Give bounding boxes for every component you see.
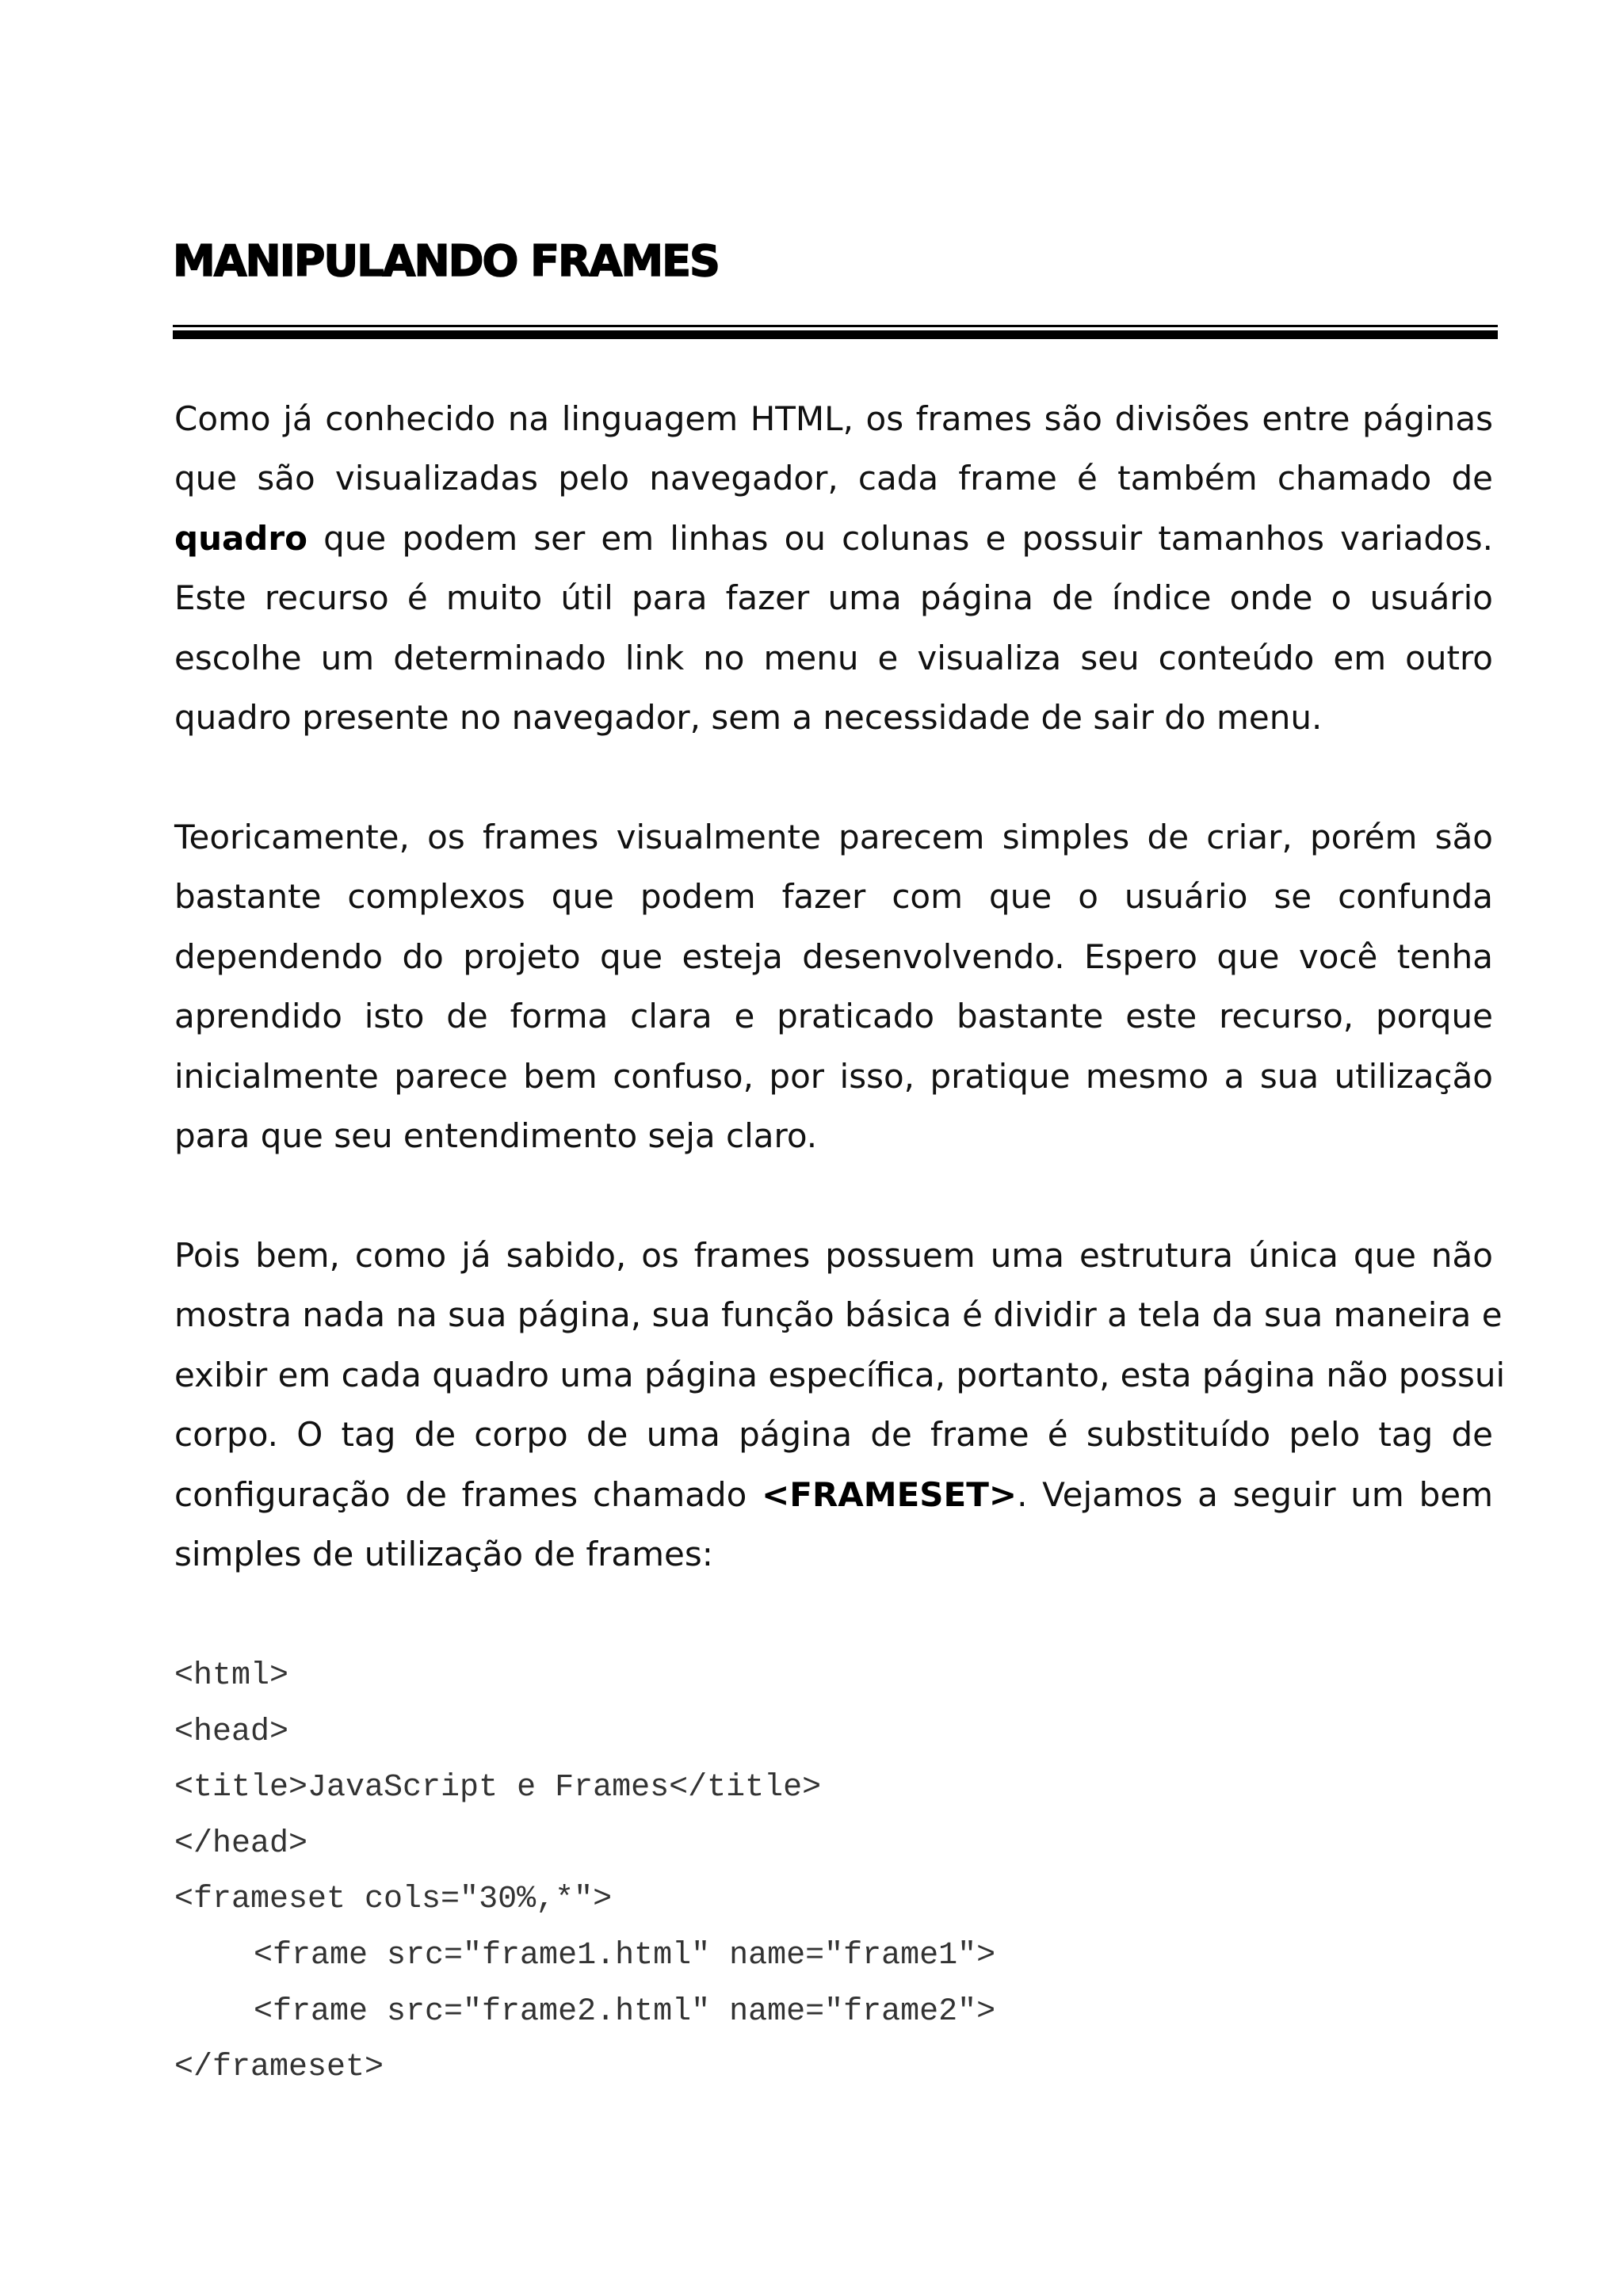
text-line: bastante complexos que podem fazer com que o usuário se confunda <box>174 877 1493 917</box>
title-divider-thin <box>173 325 1498 327</box>
text-line: simples de utilização de frames: <box>174 1534 713 1573</box>
code-line: <head> <box>174 1714 289 1750</box>
code-line: <frame src="frame1.html" name="frame1"> <box>254 1937 996 1974</box>
code-line: </head> <box>174 1825 308 1862</box>
text-line: que são visualizadas pelo navegador, cada frame é também chamado de <box>174 459 1493 498</box>
text-segment: . Vejamos a seguir um bem <box>1017 1474 1493 1514</box>
text-line: inicialmente parece bem confuso, por isso, pratique mesmo a sua utilização <box>174 1056 1493 1096</box>
paragraph-theory <box>174 807 1493 1165</box>
paragraph-frameset <box>174 1226 1506 1584</box>
bold-term-frameset: <FRAMESET> <box>762 1474 1018 1514</box>
text-line: escolhe um determinado link no menu e visualiza seu conteúdo em outro <box>174 638 1493 677</box>
text-line: Teoricamente, os frames visualmente parecem simples de criar, porém são <box>174 818 1493 856</box>
bold-term-quadro: quadro <box>174 518 307 558</box>
title-divider-thick <box>173 330 1498 339</box>
text-segment: que podem ser em linhas ou colunas e possuir tamanhos variados. <box>307 518 1493 558</box>
text-line: Este recurso é muito útil para fazer uma página de índice onde o usuário <box>174 578 1493 618</box>
text-line <box>174 1465 1493 1524</box>
text-line: mostra nada na sua página, sua função básica é dividir a tela da sua maneira e <box>174 1295 1503 1335</box>
code-line: <frame src="frame2.html" name="frame2"> <box>254 1993 996 2030</box>
page-title: MANIPULANDO FRAMES <box>173 236 719 286</box>
text-line: Pois bem, como já sabido, os frames possuem uma estrutura única que não <box>174 1236 1493 1275</box>
code-line: </frameset> <box>174 2050 384 2086</box>
text-line: Como já conhecido na linguagem HTML, os frames são divisões entre páginas <box>174 399 1493 438</box>
text-line: quadro presente no navegador, sem a necessidade de sair do menu. <box>174 697 1323 737</box>
text-line: dependendo do projeto que esteja desenvolvendo. Espero que você tenha <box>174 936 1493 976</box>
text-line: exibir em cada quadro uma página específica, portanto, esta página não possui <box>174 1355 1506 1394</box>
code-example <box>174 1649 995 2096</box>
text-segment: configuração de frames chamado <box>174 1474 762 1514</box>
code-line: <frameset cols="30%,*"> <box>174 1882 613 1918</box>
code-line: <title>JavaScript e Frames</title> <box>174 1770 822 1806</box>
text-line: aprendido isto de forma clara e praticado bastante este recurso, porque <box>174 997 1493 1036</box>
text-line: para que seu entendimento seja claro. <box>174 1116 818 1155</box>
text-line: corpo. O tag de corpo de uma página de frame é substituído pelo tag de <box>174 1415 1493 1455</box>
code-line: <html> <box>174 1658 289 1694</box>
text-line <box>174 509 1493 568</box>
paragraph-intro <box>174 389 1493 747</box>
